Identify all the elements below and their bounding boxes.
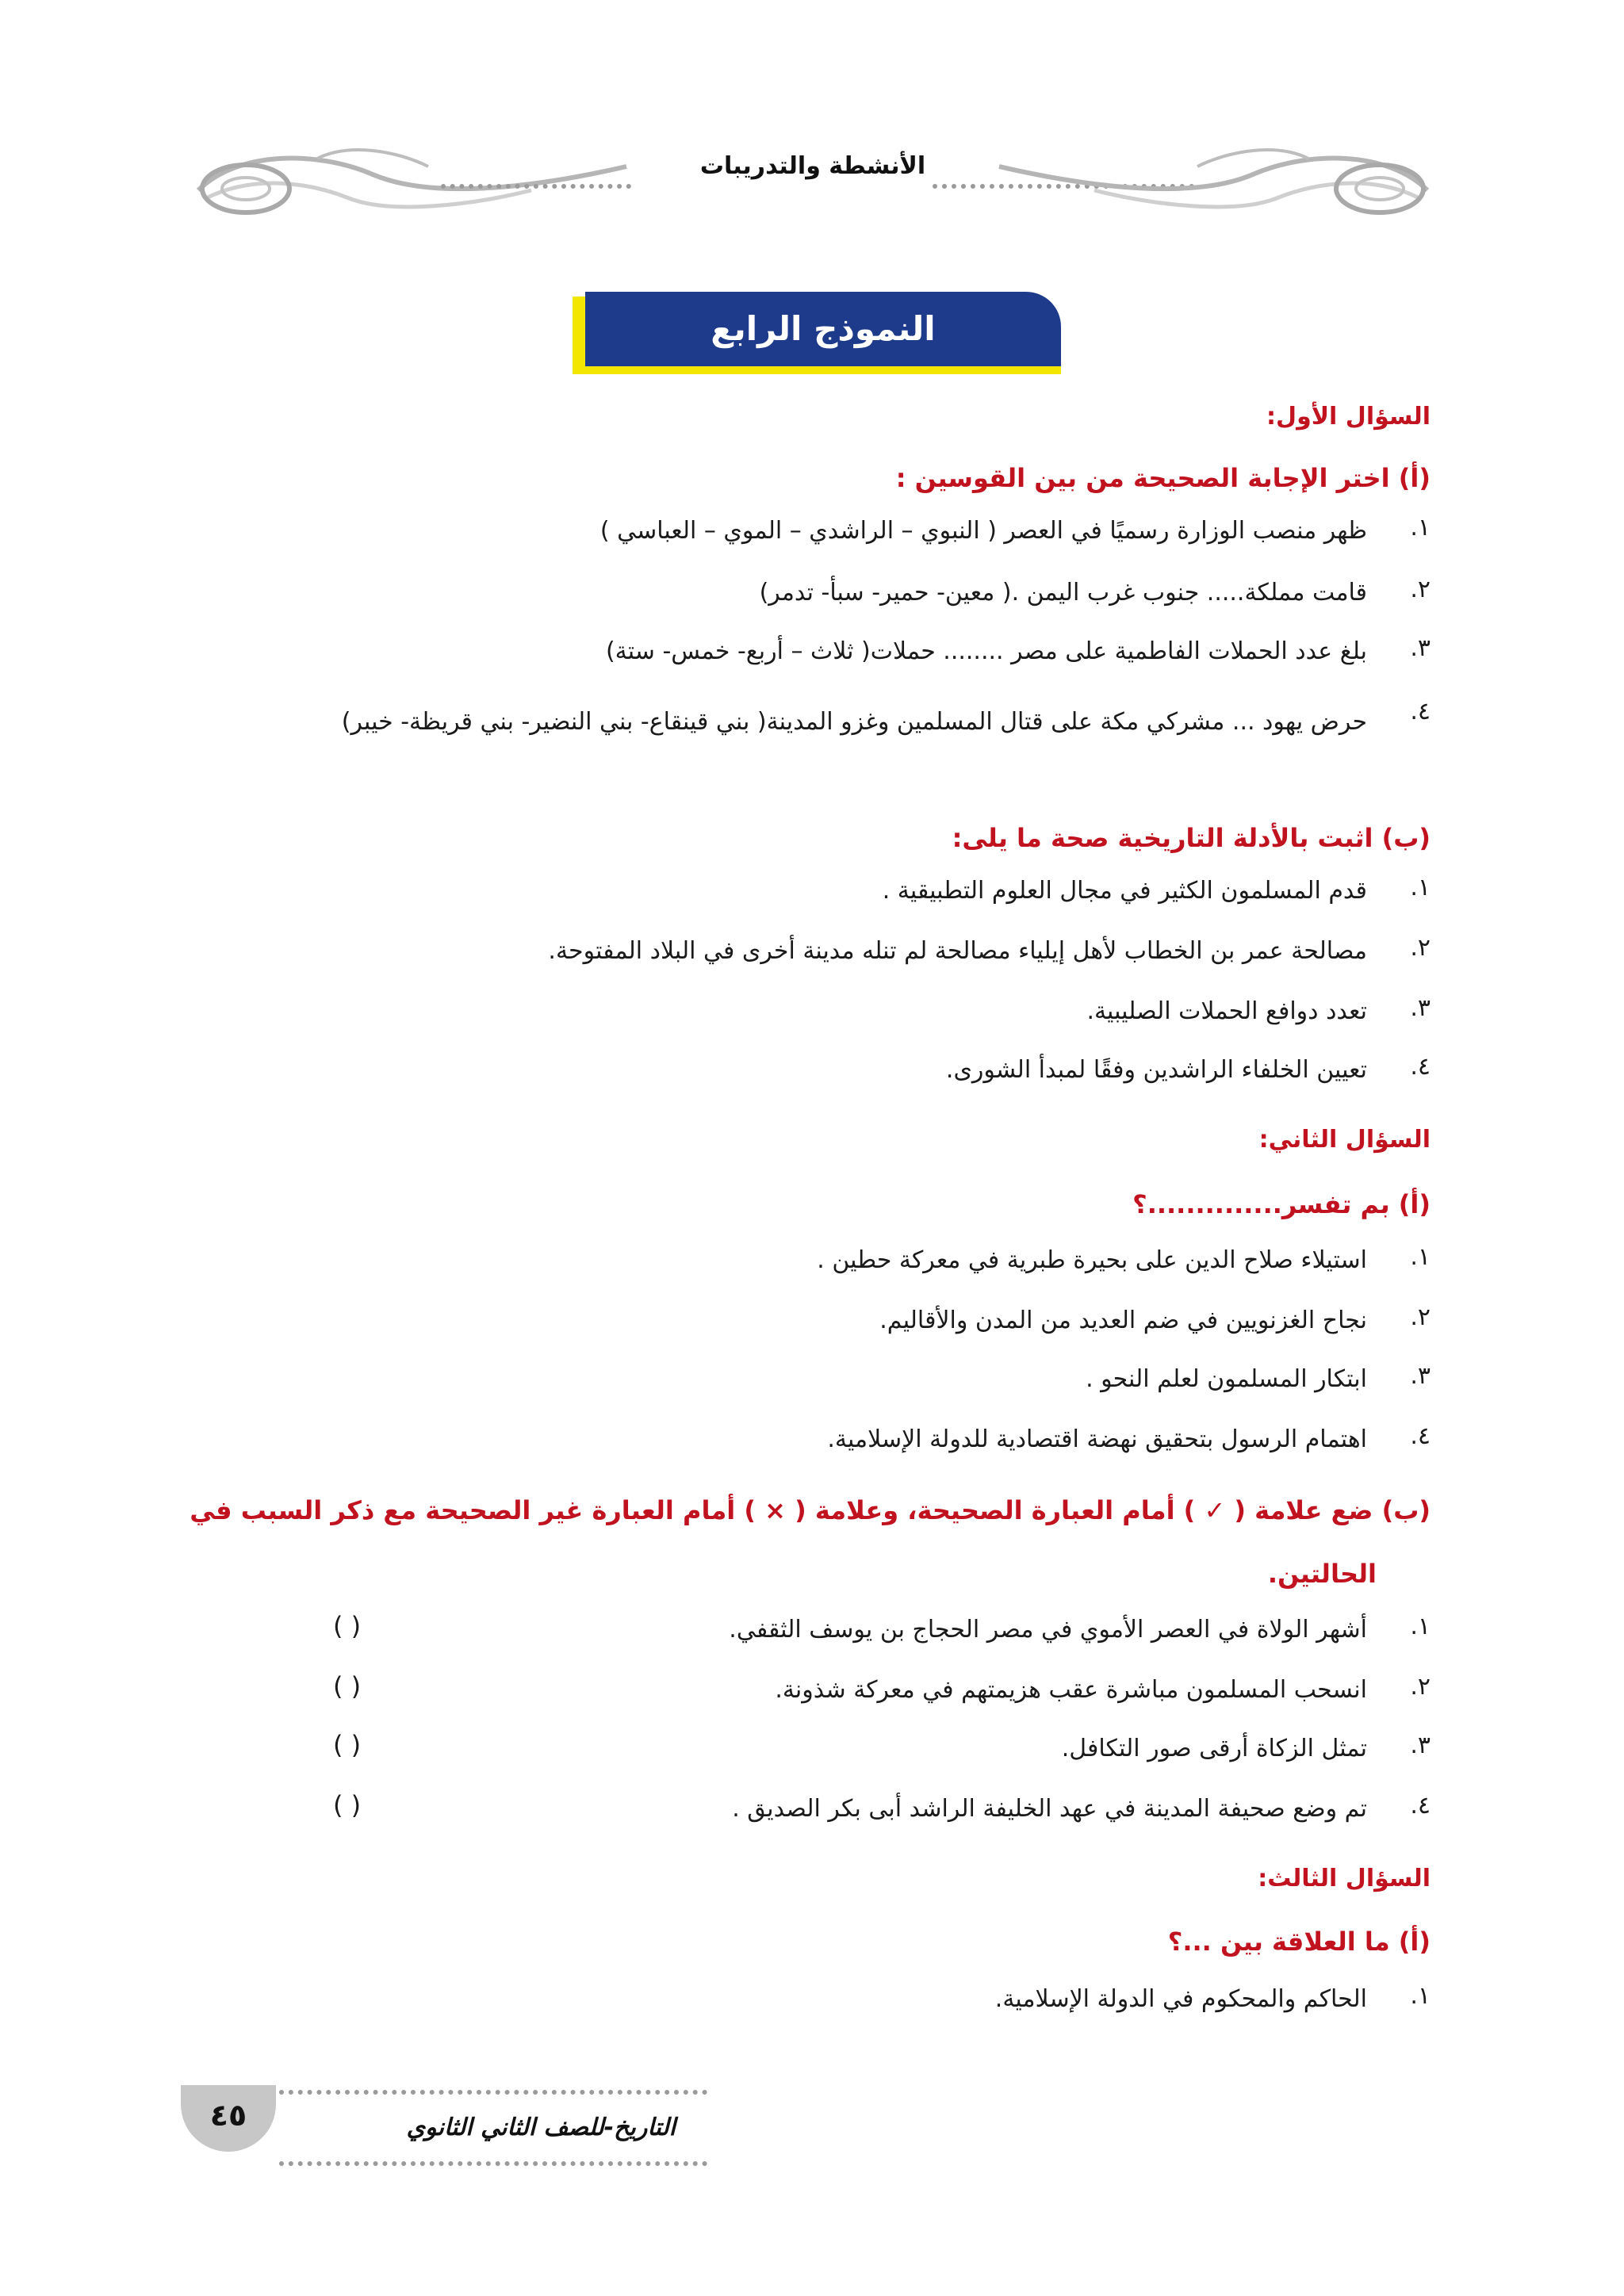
item-number: ٢. <box>1410 576 1431 603</box>
list-item <box>225 698 1431 793</box>
answer-paren[interactable]: ( ) <box>333 1671 362 1701</box>
q3-title: السؤال الثالث: <box>1258 1865 1431 1892</box>
q2-title: السؤال الثاني: <box>1258 1126 1431 1154</box>
q1-title: السؤال الأول: <box>1266 403 1431 430</box>
item-number: ٢. <box>1410 1673 1431 1701</box>
model-title: النموذج الرابع <box>710 309 936 348</box>
item-number: ١. <box>1410 1613 1431 1640</box>
item-number: ٢. <box>1410 1303 1431 1331</box>
q2-part-a-title: (أ) بم تفسر..............؟ <box>1132 1189 1431 1219</box>
item-text: مصالحة عمر بن الخطاب لأهل إيلياء مصالحة لم تنله مدينة أخرى في البلاد المفتوحة. <box>548 937 1367 965</box>
item-number: ٤. <box>1410 1053 1431 1081</box>
q2-part-b-title: (ب) ضع علامة ( ✓ ) أمام العبارة الصحيحة، وعلامة ( × ) أمام العبارة غير الصحيحة مع ذكر السبب في <box>190 1495 1431 1525</box>
item-number: ٤. <box>1410 698 1431 725</box>
header-dots-left <box>441 184 631 189</box>
item-number: ٣. <box>1410 634 1431 662</box>
item-number: ١. <box>1410 1982 1431 2010</box>
right-ornament <box>991 143 1435 230</box>
item-text: الحاكم والمحكوم في الدولة الإسلامية. <box>994 1985 1367 2013</box>
item-number: ٢. <box>1410 934 1431 962</box>
item-text: انسحب المسلمون مباشرة عقب هزيمتهم في معركة شذونة. <box>775 1676 1367 1704</box>
item-text: اهتمام الرسول بتحقيق نهضة اقتصادية للدولة الإسلامية. <box>827 1425 1367 1453</box>
q1-part-b-title: (ب) اثبت بالأدلة التاريخية صحة ما يلى: <box>952 823 1431 853</box>
answer-paren[interactable]: ( ) <box>333 1790 362 1820</box>
item-text: ظهر منصب الوزارة رسميًا في العصر ( النبوي – الراشدي – الموي – العباسي ) <box>599 517 1367 545</box>
footer-dots-bottom <box>279 2161 707 2166</box>
item-text: قدم المسلمون الكثير في مجال العلوم التطبيقية . <box>882 877 1367 905</box>
item-number: ٤. <box>1410 1792 1431 1820</box>
item-text: تعيين الخلفاء الراشدين وفقًا لمبدأ الشورى. <box>945 1056 1367 1084</box>
answer-paren[interactable]: ( ) <box>333 1730 362 1760</box>
item-text: بلغ عدد الحملات الفاطمية على مصر ........ حملات( ثلاث – أربع- خمس- ستة) <box>605 637 1367 665</box>
page-number: ٤٥ <box>209 2098 247 2133</box>
book-title: التاريخ-للصف الثاني الثانوي <box>406 2114 676 2141</box>
item-text: تمثل الزكاة أرقى صور التكافل. <box>1061 1735 1367 1762</box>
item-number: ١. <box>1410 514 1431 541</box>
item-text: أشهر الولاة في العصر الأموي في مصر الحجاج بن يوسف الثقفي. <box>729 1616 1367 1644</box>
item-number: ٤. <box>1410 1422 1431 1450</box>
q1-part-a-title: (أ) اختر الإجابة الصحيحة من بين القوسين : <box>895 463 1431 493</box>
section-title: الأنشطة والتدريبات <box>699 152 926 180</box>
item-text: تم وضع صحيفة المدينة في عهد الخليفة الراشد أبى بكر الصديق . <box>732 1795 1367 1823</box>
item-number: ٣. <box>1410 994 1431 1022</box>
footer-dots-top <box>279 2090 707 2095</box>
item-number: ٣. <box>1410 1732 1431 1759</box>
answer-paren[interactable]: ( ) <box>333 1611 362 1641</box>
item-number: ١. <box>1410 874 1431 901</box>
q2-part-b-title-cont: الحالتين. <box>1267 1559 1377 1589</box>
item-text: نجاح الغزنويين في ضم العديد من المدن والأقاليم. <box>879 1307 1367 1334</box>
item-number: ٣. <box>1410 1362 1431 1390</box>
item-text: استيلاء صلاح الدين على بحيرة طبرية في معركة حطين . <box>817 1246 1367 1274</box>
q3-part-a-title: (أ) ما العلاقة بين ...؟ <box>1167 1927 1431 1957</box>
item-text: ابتكار المسلمون لعلم النحو . <box>1086 1365 1367 1393</box>
item-text: تعدد دوافع الحملات الصليبية. <box>1086 997 1367 1025</box>
item-number: ١. <box>1410 1243 1431 1271</box>
item-text: قامت مملكة..... جنوب غرب اليمن .( معين- حمير- سبأ- تدمر) <box>759 579 1367 607</box>
item-text: حرض يهود ... مشركي مكة على قتال المسلمين وغزو المدينة( بني قينقاع- بني النضير- بني قريظة- خيبر) <box>341 708 1367 736</box>
